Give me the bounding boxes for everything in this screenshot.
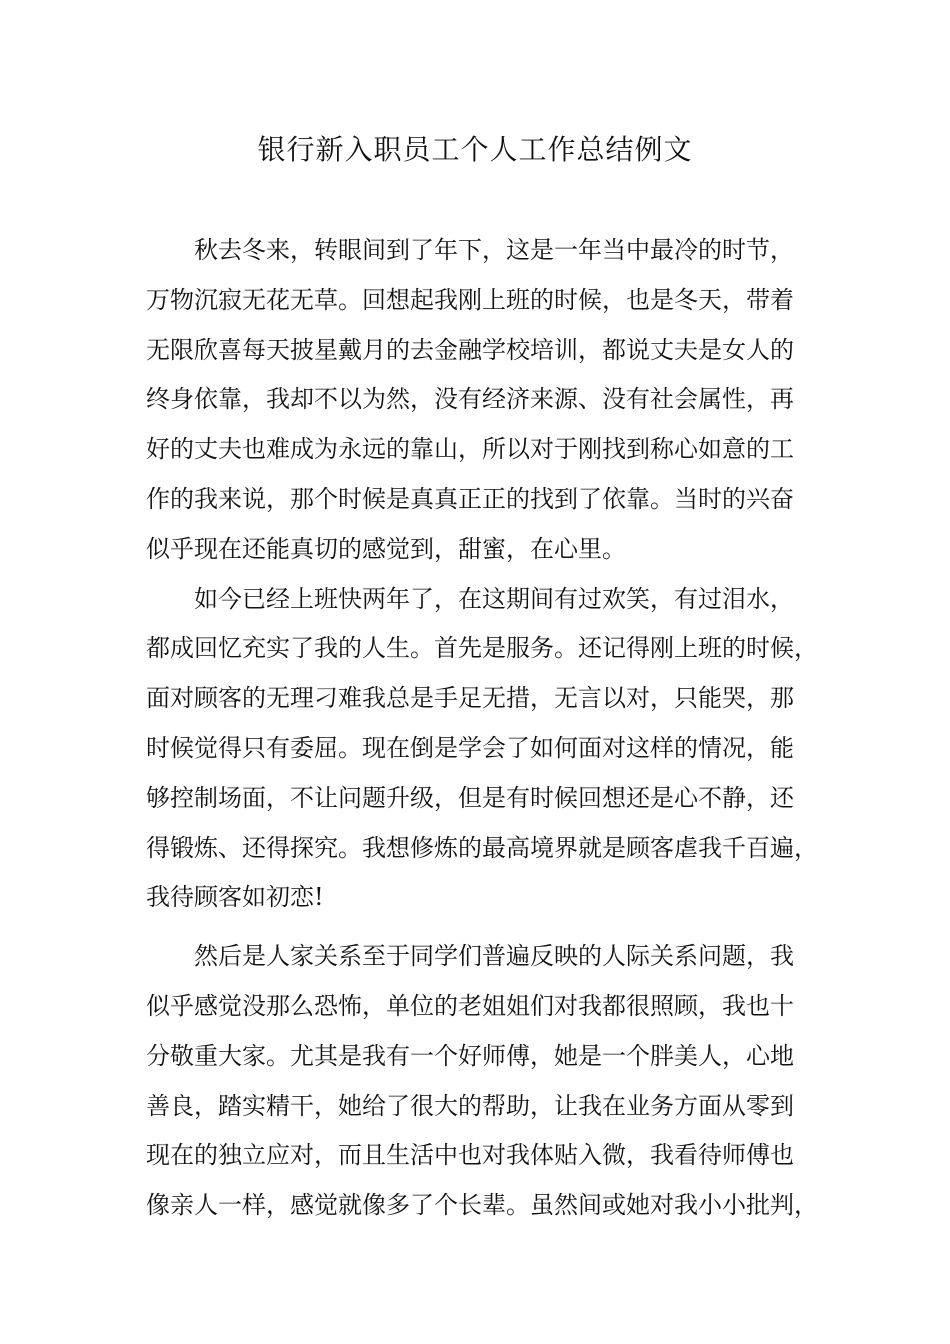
paragraph-2-line-6: 得锻炼、还得探究。我想修炼的最高境界就是顾客虐我千百遍， [146,833,818,862]
paragraph-1-line-1: 秋去冬来，转眼间到了年下，这是一年当中最冷的时节， [194,236,794,264]
document-body [146,226,826,1231]
paragraph-3-line-2: 似乎感觉没那么恐怖，单位的老姐姐们对我都很照顾，我也十 [146,991,794,1020]
document-title: 银行新入职员工个人工作总结例文 [257,133,693,166]
paragraph-1-line-2: 万物沉寂无花无草。回想起我刚上班的时候，也是冬天，带着 [146,285,794,314]
paragraph-2-line-2: 都成回忆充实了我的人生。首先是服务。还记得刚上班的时候， [146,634,818,663]
paragraph-3-line-3: 分敬重大家。尤其是我有一个好师傅，她是一个胖美人，心地 [146,1041,794,1070]
paragraph-1-line-3: 无限欣喜每天披星戴月的去金融学校培训，都说丈夫是女人的 [146,335,794,364]
paragraph-1-line-6: 作的我来说，那个时候是真真正正的找到了依靠。当时的兴奋 [146,484,794,513]
paragraph-2-line-1: 如今已经上班快两年了，在这期间有过欢笑，有过泪水， [194,584,794,613]
paragraph-3-line-4: 善良，踏实精干，她给了很大的帮助，让我在业务方面从零到 [146,1091,794,1120]
paragraph-2-line-7: 我待顾客如初恋! [146,883,324,912]
paragraph-2-line-5: 够控制场面，不让问题升级，但是有时候回想还是心不静，还 [146,783,794,812]
paragraph-1-line-5: 好的丈夫也难成为永远的靠山，所以对于刚找到称心如意的工 [146,435,794,464]
paragraph-1-line-4: 终身依靠，我却不以为然，没有经济来源、没有社会属性，再 [146,385,794,414]
paragraph-3-line-1: 然后是人家关系至于同学们普遍反映的人际关系问题，我 [194,942,794,971]
paragraph-2-line-4: 时候觉得只有委屈。现在倒是学会了如何面对这样的情况，能 [146,733,794,762]
paragraph-1-line-7: 似乎现在还能真切的感觉到，甜蜜，在心里。 [146,534,626,563]
paragraph-3-line-6: 像亲人一样，感觉就像多了个长辈。虽然间或她对我小小批判， [146,1191,818,1220]
paragraph-2-line-3: 面对顾客的无理刁难我总是手足无措，无言以对，只能哭，那 [146,684,794,713]
paragraph-spacer [146,923,826,932]
paragraph-3-line-5: 现在的独立应对，而且生活中也对我体贴入微，我看待师傅也 [146,1141,794,1170]
